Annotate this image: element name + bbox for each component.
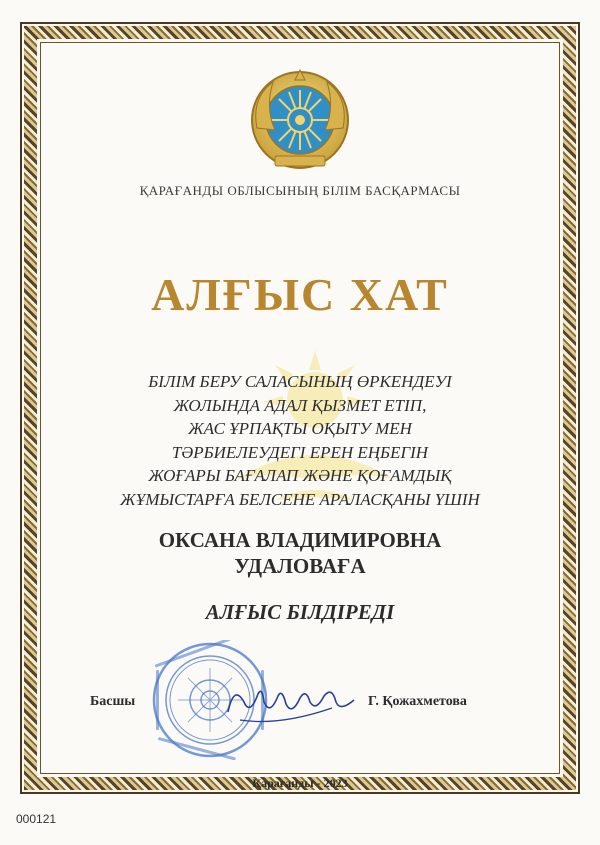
organization-name: ҚАРАҒАНДЫ ОБЛЫСЫНЫҢ БІЛІМ БАСҚАРМАСЫ	[139, 183, 461, 198]
state-emblem-icon	[245, 68, 355, 178]
citation-line: ЖҰМЫСТАРҒА БЕЛСЕНЕ АРАЛАСҚАНЫ ҮШІН	[120, 489, 480, 509]
citation-text	[60, 370, 540, 511]
handwritten-signature-icon	[220, 672, 360, 732]
citation-line: ЖАС ҰРПАҚТЫ ОҚЫТУ МЕН	[188, 419, 412, 438]
citation-line: ЖОҒАРЫ БАҒАЛАП ЖӘНЕ ҚОҒАМДЫҚ	[148, 466, 452, 485]
citation-line: ТӘРБИЕЛЕУДЕГІ ЕРЕН ЕҢБЕГІН	[171, 442, 429, 462]
signatory-role: Басшы	[90, 694, 136, 709]
place-and-year: Қарағанды - 2023	[252, 776, 348, 790]
serial-number: 000121	[16, 812, 57, 826]
citation-line: БІЛІМ БЕРУ САЛАСЫНЫҢ ӨРКЕНДЕУІ	[148, 372, 452, 391]
recipient-name	[60, 527, 540, 579]
citation-line: ЖОЛЫНДА АДАЛ ҚЫЗМЕТ ЕТІП,	[173, 395, 427, 415]
recipient-line: ОКСАНА ВЛАДИМИРОВНА	[158, 528, 442, 552]
thanks-statement: АЛҒЫС БІЛДІРЕДІ	[205, 600, 395, 624]
recipient-line: УДАЛОВАҒА	[234, 554, 366, 578]
signatory-name: Г. Қожахметова	[368, 694, 467, 709]
document-title: АЛҒЫС ХАТ	[151, 269, 449, 320]
